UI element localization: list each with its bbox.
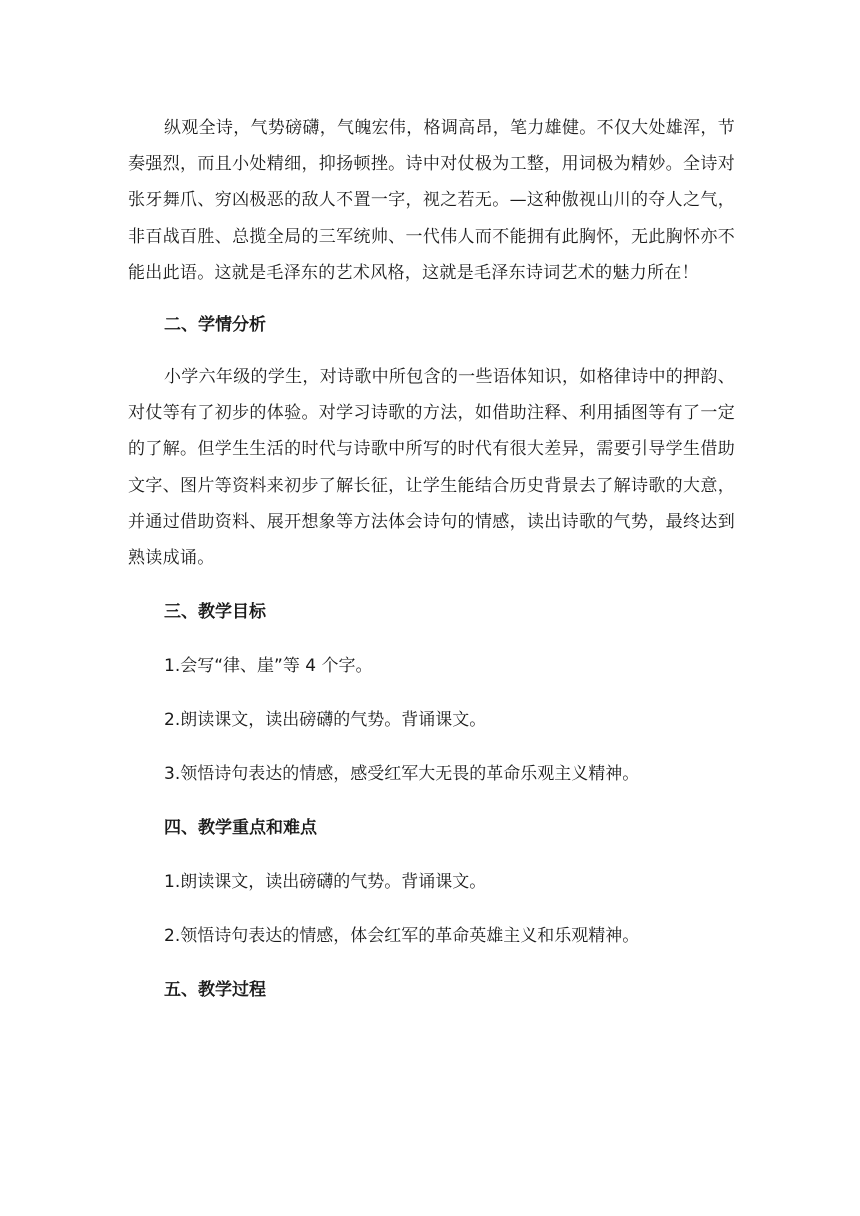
section-heading-teaching-process: 五、教学过程 bbox=[164, 980, 266, 1001]
key-point-item-1: 1.朗读课文，读出磅礴的气势。背诵课文。 bbox=[164, 872, 487, 893]
section-heading-learning-analysis: 二、学情分析 bbox=[164, 315, 266, 336]
learning-analysis-paragraph: 小学六年级的学生，对诗歌中所包含的一些语体知识，如格律诗中的押韵、对仗等有了初步的体验。对学习诗歌的方法，如借助注释、利用插图等有了一定的了解。但学生生活的时代与诗歌中所写的时代有很大差异，需要引导学生借助文字、图片等资料来初步了解长征，让学生能结合历史背景去了解诗歌的大意，并通过借助资料、展开想象等方法体会诗句的情感，读出诗歌的气势，最终达到熟读成诵。 bbox=[128, 367, 735, 569]
key-point-item-2: 2.领悟诗句表达的情感，体会红军的革命英雄主义和乐观精神。 bbox=[164, 926, 640, 947]
teaching-goal-item-1: 1.会写“律、崖”等 4 个字。 bbox=[164, 656, 373, 677]
intro-paragraph: 纵观全诗，气势磅礴，气魄宏伟，格调高昂，笔力雄健。不仅大处雄浑，节奏强烈，而且小处精细，抑扬顿挫。诗中对仗极为工整，用词极为精妙。全诗对张牙舞爪、穷凶极恶的敌人不置一字，视之若无。—这种傲视山川的夺人之气，非百战百胜、总揽全局的三军统帅、一代伟人而不能拥有此胸怀，无此胸怀亦不能出此语。这就是毛泽东的艺术风格，这就是毛泽东诗词艺术的魅力所在！ bbox=[128, 118, 735, 283]
teaching-goal-item-2: 2.朗读课文，读出磅礴的气势。背诵课文。 bbox=[164, 710, 487, 731]
teaching-goal-item-3: 3.领悟诗句表达的情感，感受红军大无畏的革命乐观主义精神。 bbox=[164, 764, 640, 785]
section-heading-key-points: 四、教学重点和难点 bbox=[164, 818, 317, 839]
document-body bbox=[128, 110, 735, 1008]
section-heading-teaching-goals: 三、教学目标 bbox=[164, 602, 266, 623]
